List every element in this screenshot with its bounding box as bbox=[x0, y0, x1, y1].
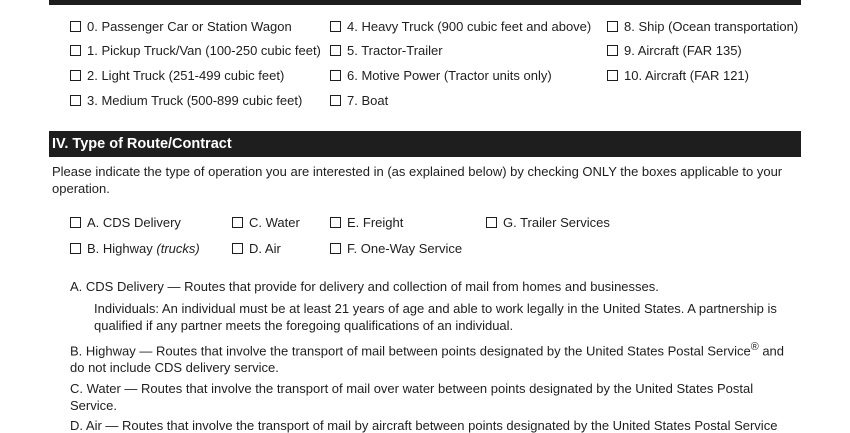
checkbox-label: D. Air bbox=[249, 241, 281, 256]
section-header-bar bbox=[49, 131, 801, 157]
checkbox-vehicle-7[interactable] bbox=[330, 93, 388, 108]
checkbox-label: F. One-Way Service bbox=[347, 241, 463, 256]
checkbox-label: 9. Aircraft (FAR 135) bbox=[624, 43, 742, 58]
checkbox-label: 7. Boat bbox=[347, 93, 389, 108]
checkbox-freight[interactable] bbox=[330, 215, 403, 230]
checkbox-one-way-service[interactable] bbox=[330, 241, 462, 256]
checkbox-vehicle-9[interactable] bbox=[607, 43, 742, 58]
checkbox-box[interactable] bbox=[232, 243, 243, 254]
checkbox-label: A. CDS Delivery bbox=[87, 215, 181, 230]
checkbox-box[interactable] bbox=[330, 243, 341, 254]
checkbox-highway[interactable] bbox=[70, 241, 200, 256]
definition-highway bbox=[70, 339, 795, 376]
checkbox-box[interactable] bbox=[70, 45, 81, 56]
checkbox-label: G. Trailer Services bbox=[503, 215, 610, 230]
definition-water: C. Water — Routes that involve the transport of mail over water between points designated by the United States Postal Service. bbox=[70, 381, 754, 413]
checkbox-box[interactable] bbox=[70, 21, 81, 32]
checkbox-box[interactable] bbox=[70, 70, 81, 81]
checkbox-air[interactable] bbox=[232, 241, 281, 256]
checkbox-box[interactable] bbox=[70, 95, 81, 106]
highway-label-italic: (trucks) bbox=[156, 241, 200, 256]
checkbox-label: 4. Heavy Truck (900 cubic feet and above) bbox=[347, 19, 592, 34]
definition-individuals: Individuals: An individual must be at least 21 years of age and able to work legally in the United States. A partnership is qualified if any partner meets the foregoing qualifications of an individual. bbox=[94, 301, 777, 333]
registered-mark: ® bbox=[750, 341, 759, 353]
checkbox-box[interactable] bbox=[330, 70, 341, 81]
checkbox-vehicle-10[interactable] bbox=[607, 68, 749, 83]
checkbox-vehicle-1[interactable] bbox=[70, 43, 321, 58]
checkbox-vehicle-0[interactable] bbox=[70, 19, 292, 34]
section-top-bar bbox=[49, 0, 801, 5]
checkbox-box[interactable] bbox=[70, 243, 81, 254]
checkbox-cds-delivery[interactable] bbox=[70, 215, 181, 230]
checkbox-vehicle-2[interactable] bbox=[70, 68, 284, 83]
checkbox-label: E. Freight bbox=[347, 215, 404, 230]
definition-cds-delivery: A. CDS Delivery — Routes that provide for delivery and collection of mail from homes and businesses. bbox=[70, 279, 659, 294]
checkbox-vehicle-3[interactable] bbox=[70, 93, 302, 108]
checkbox-vehicle-6[interactable] bbox=[330, 68, 552, 83]
checkbox-box[interactable] bbox=[486, 217, 497, 228]
instructions-text: Please indicate the type of operation you are interested in (as explained below) by checking ONLY the boxes applicable to your operation. bbox=[52, 164, 783, 196]
checkbox-box[interactable] bbox=[330, 95, 341, 106]
highway-label-text: B. Highway bbox=[87, 241, 157, 256]
checkbox-box[interactable] bbox=[330, 45, 341, 56]
checkbox-box[interactable] bbox=[607, 70, 618, 81]
checkbox-box[interactable] bbox=[330, 217, 341, 228]
checkbox-box[interactable] bbox=[232, 217, 243, 228]
checkbox-label: 3. Medium Truck (500-899 cubic feet) bbox=[87, 93, 303, 108]
checkbox-box[interactable] bbox=[607, 45, 618, 56]
checkbox-label: 2. Light Truck (251-499 cubic feet) bbox=[87, 68, 285, 83]
checkbox-label: C. Water bbox=[249, 215, 300, 230]
highway-def-part1: B. Highway — Routes that involve the transport of mail between points designated by the United States Postal Service bbox=[70, 343, 751, 359]
checkbox-label: 8. Ship (Ocean transportation) bbox=[624, 19, 799, 34]
checkbox-label: 6. Motive Power (Tractor units only) bbox=[347, 68, 552, 83]
checkbox-box[interactable] bbox=[330, 21, 341, 32]
checkbox-water[interactable] bbox=[232, 215, 300, 230]
checkbox-label: 1. Pickup Truck/Van (100-250 cubic feet) bbox=[87, 43, 321, 58]
checkbox-vehicle-8[interactable] bbox=[607, 19, 798, 34]
checkbox-box[interactable] bbox=[607, 21, 618, 32]
checkbox-label: 5. Tractor-Trailer bbox=[347, 43, 443, 58]
section-title: IV. Type of Route/Contract bbox=[52, 136, 232, 152]
checkbox-label: 0. Passenger Car or Station Wagon bbox=[87, 19, 292, 34]
checkbox-vehicle-4[interactable] bbox=[330, 19, 591, 34]
checkbox-box[interactable] bbox=[70, 217, 81, 228]
highway-def-part2: and do not include CDS delivery service. bbox=[70, 343, 785, 376]
definition-air-partial: D. Air — Routes that involve the transport of mail by aircraft between points designated by the United States Postal Service bbox=[70, 418, 778, 433]
checkbox-vehicle-5[interactable] bbox=[330, 43, 443, 58]
checkbox-trailer-services[interactable] bbox=[486, 215, 610, 230]
checkbox-label: 10. Aircraft (FAR 121) bbox=[624, 68, 749, 83]
checkbox-label bbox=[87, 241, 200, 256]
